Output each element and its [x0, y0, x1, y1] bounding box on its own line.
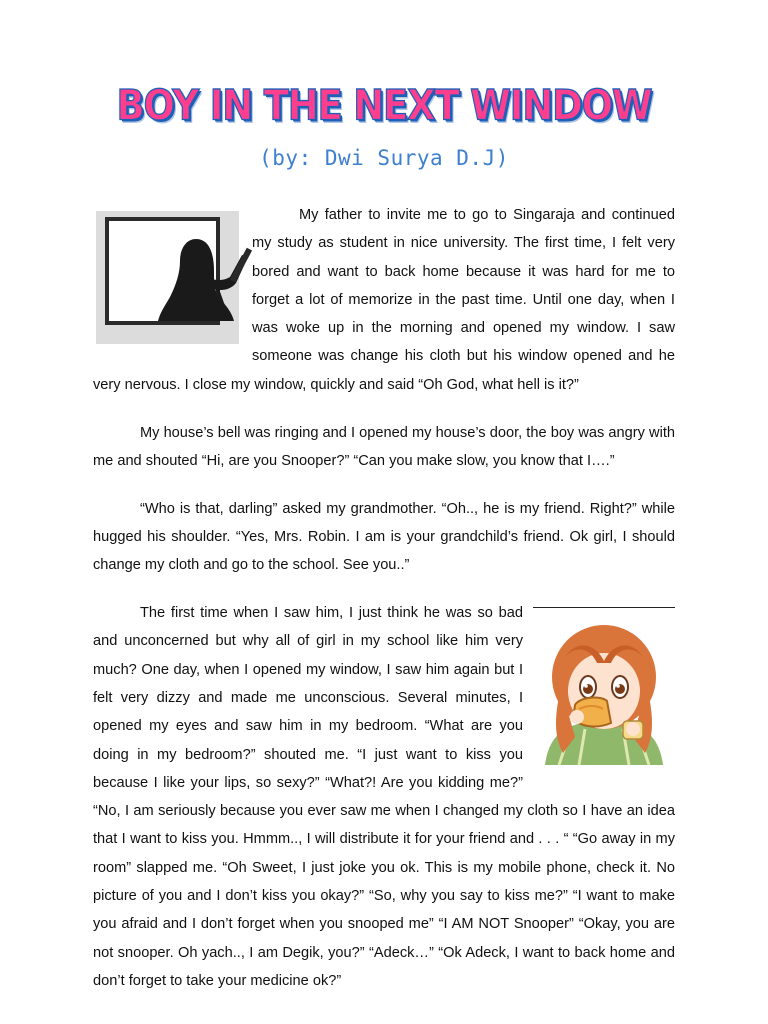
- figure-divider: [533, 607, 675, 608]
- paragraph-3: “Who is that, darling” asked my grandmother. “Oh.., he is my friend. Right?” while hugged his shoulder. “Yes, Mrs. Robin. I am is your grandchild’s friend. Ok girl, I should change my cloth and go to the school. See you..”: [93, 500, 675, 574]
- anime-girl-eating-toast-icon: [533, 607, 675, 767]
- paragraph-2: My house’s bell was ringing and I opened my house’s door, the boy was angry with me and shouted “Hi, are you Snooper?” “Can you make slow, you know that I….”: [93, 424, 675, 469]
- paragraph-1-text: My father to invite me to go to Singaraja and continued my study as student in nice university. The first time, I felt very bored and want to back home because it was hard for me to forget a lot of memorize in the past time. Until one day, when I was woke up in the morning and opened my window. I saw someone was change his cloth but his window opened and he very nervous. I close my window, quickly and said “Oh God, what hell is it?”: [93, 207, 675, 393]
- story-body: [93, 201, 675, 1015]
- paragraph-4-text: The first time when I saw him, I just think he was so bad and unconcerned but why all of girl in my school like him very much? One day, when I opened my window, I saw him again but I felt very dizzy and made me unconscious. Several minutes, I opened my eyes and saw him in my bedroom. “What are you doing in my bedroom?” shouted me. “I just want to kiss you because I like your lips, so sexy?” “What?! Are you kidding me?” “No, I am seriously because you ever saw me when I changed my cloth so I have an idea that I want to kiss you. Hmmm.., I will distribute it for your friend and . . . “ “Go away in my room” slapped me. “Oh Sweet, I just joke you ok. This is my mobile phone, check it. No picture of you and I don’t kiss you okay?” “So, why you say to kiss me?” “I want to make you afraid and I don’t forget when you snooped me” “I AM NOT Snooper” “Okay, you are not snooper. Oh yach.., I am Degik, you?” “Adeck…” “Ok Adeck, I want to back home and don’t forget to take your medicine ok?”: [93, 605, 675, 989]
- silhouette-girl-reading-icon: [95, 207, 242, 342]
- document-title: BOY IN THE NEXT WINDOW: [116, 81, 652, 130]
- paragraph-1: [93, 201, 675, 399]
- author-byline: (by: Dwi Surya D.J): [259, 146, 509, 170]
- paragraph-4: [93, 599, 675, 995]
